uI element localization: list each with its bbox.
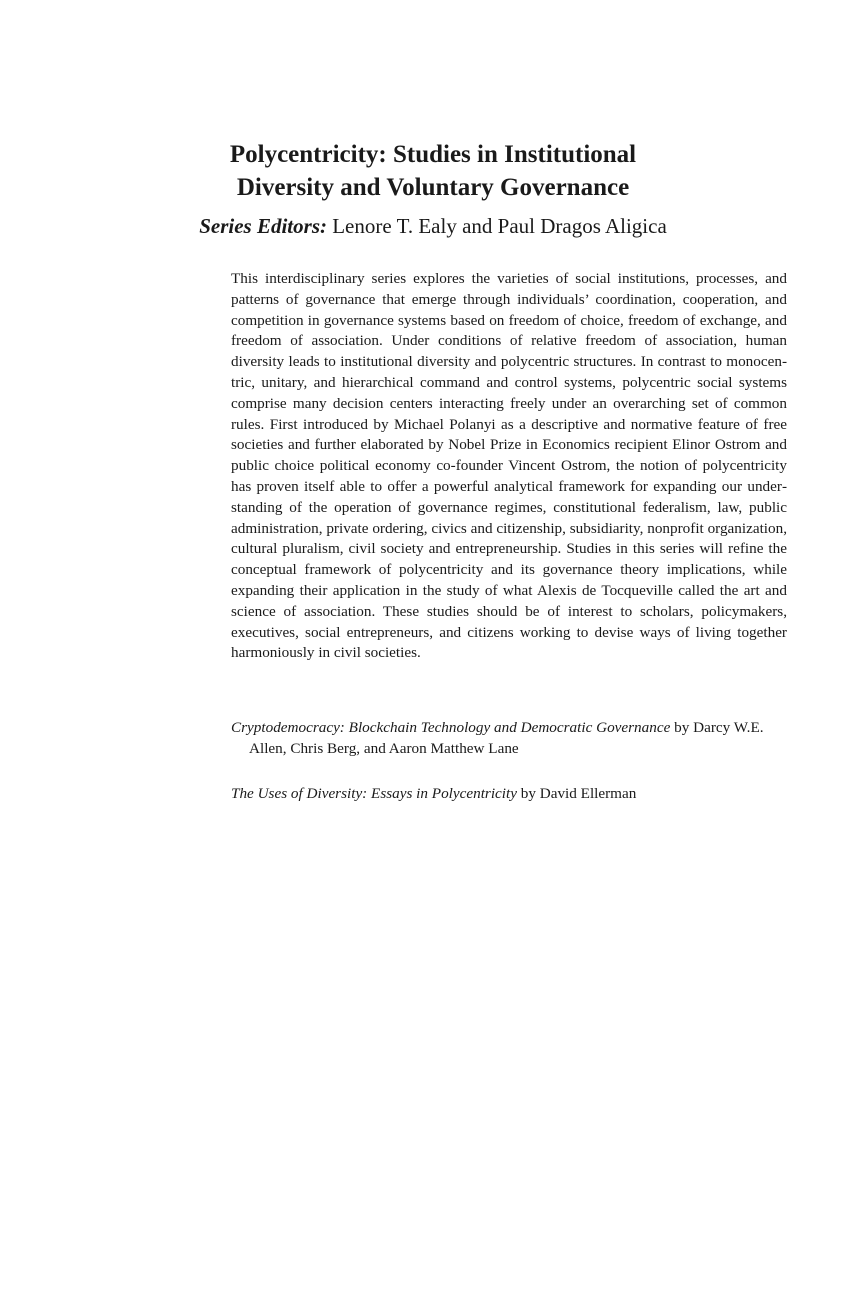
book-entry: [231, 784, 791, 805]
series-editors: [0, 212, 866, 240]
book-title: Cryptodemocracy: Blockchain Technology and Democratic Governance: [231, 719, 671, 736]
book-author: by David Ellerman: [516, 784, 637, 802]
series-title: [0, 138, 866, 204]
series-title-line-1: Polycentricity: Studies in Institutional: [229, 141, 637, 168]
book-title: The Uses of Diversity: Essays in Polycentricity: [231, 784, 517, 802]
series-title-line-2: Diversity and Voluntary Governance: [236, 174, 630, 201]
book-author: by Darcy W.E. Allen, Chris Berg, and Aaron Matthew Lane: [249, 719, 764, 757]
series-editors-label: Series Editors:: [199, 214, 327, 238]
series-editors-names: Lenore T. Ealy and Paul Dragos Aligica: [332, 214, 667, 238]
book-entry: [231, 718, 791, 760]
book-list: [231, 718, 791, 828]
series-description: This interdisciplinary series explores the varieties of social institutions, processes, and patterns of governance that emerge through individuals’ coordination, cooperation, and competition in governance systems based on freedom of choice, freedom of exchange, and freedom of association. Under conditions of relative freedom of association, human diversity leads to institutional diversity and polycentric structures. In contrast to monocentric, unitary, and hierarchical command and control systems, polycentric social systems comprise many decision centers interacting freely under an overarching set of common rules. First introduced by Michael Polanyi as a descriptive and normative feature of free societies and further elaborated by Nobel Prize in Economics recipient Elinor Ostrom and public choice political economy co-founder Vincent Ostrom, the notion of polycentricity has proven itself able to offer a powerful analytical framework for expanding our understanding of the operation of governance regimes, constitutional federalism, law, public administration, private ordering, civics and citizenship, subsidiarity, nonprofit organization, cultural pluralism, civil society and entrepreneurship. Studies in this series will refine the conceptual framework of polycentricity and its governance theory implications, while expanding their application in the study of what Alexis de Tocqueville called the art and science of association. These studies should be of interest to scholars, policymakers, executives, social entrepreneurs, and citizens working to devise ways of living together harmoniously in civil societies.: [231, 270, 787, 662]
